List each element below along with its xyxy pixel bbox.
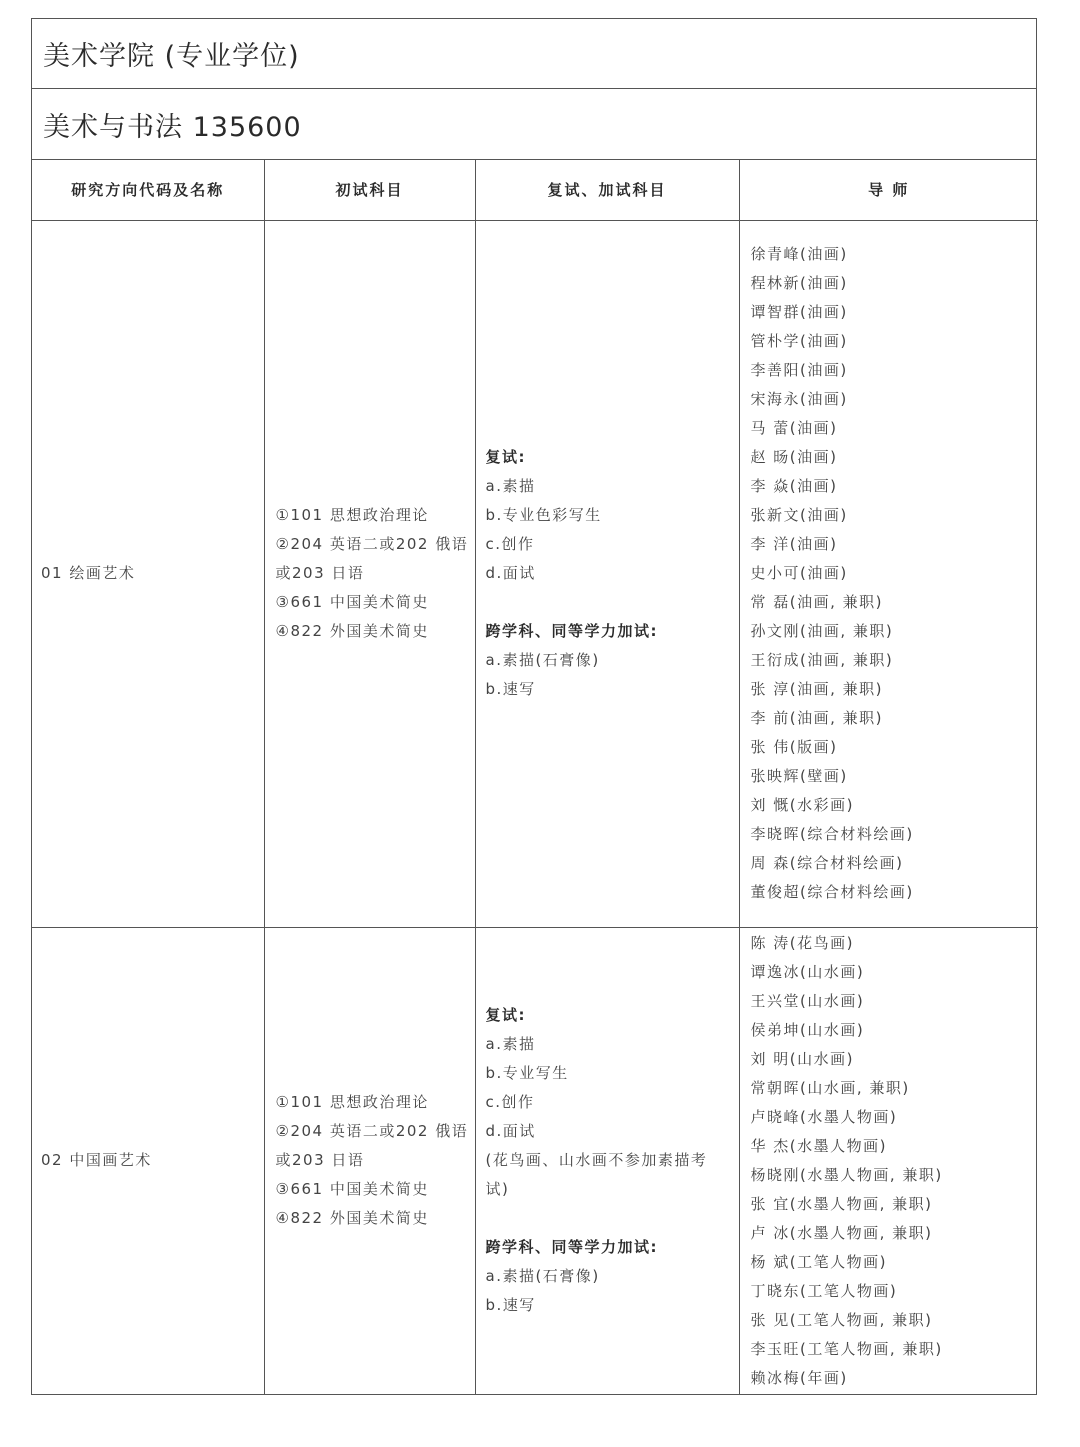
admission-table xyxy=(31,18,1037,1395)
table-row xyxy=(32,220,1038,927)
advisor-item: 张 淳(油画, 兼职) xyxy=(750,680,884,698)
advisor-item: 李 焱(油画) xyxy=(750,477,838,495)
header-retest: 复试、加试科目 xyxy=(475,160,739,220)
advisor-item: 丁晓东(工笔人物画) xyxy=(750,1281,898,1300)
advisor-item: 史小可(油画) xyxy=(750,564,848,582)
extra-exam-title: 跨学科、同等学力加试: xyxy=(485,622,658,640)
retest-cell xyxy=(475,220,739,927)
advisor-item: 张新文(油画) xyxy=(750,506,848,524)
exam-item: ②204 英语二或202 俄语 xyxy=(275,535,469,553)
advisor-item: 杨 斌(工笔人物画) xyxy=(750,1252,887,1271)
exam-item: ①101 思想政治理论 xyxy=(275,506,429,524)
extra-exam-title: 跨学科、同等学力加试: xyxy=(485,1238,658,1257)
exam-item: 或203 日语 xyxy=(275,564,365,582)
initial-exam-cell xyxy=(264,220,475,927)
advisor-item: 管朴学(油画) xyxy=(750,332,848,350)
advisor-item: 刘 明(山水画) xyxy=(750,1049,854,1068)
advisors-cell xyxy=(739,220,1038,927)
header-initial-exam: 初试科目 xyxy=(264,160,475,220)
exam-item: ④822 外国美术简史 xyxy=(275,1209,429,1228)
advisor-item: 华 杰(水墨人物画) xyxy=(750,1136,887,1155)
exam-item: ④822 外国美术简史 xyxy=(275,622,429,640)
extra-exam-item: b.速写 xyxy=(485,1296,536,1315)
exam-item: ②204 英语二或202 俄语 xyxy=(275,1122,469,1141)
retest-note: (花鸟画、山水画不参加素描考试) xyxy=(485,1151,708,1199)
table-row xyxy=(32,927,1038,1394)
major-title: 美术与书法 135600 xyxy=(32,89,1036,160)
retest-item: b.专业写生 xyxy=(485,1064,569,1083)
advisor-item: 张 见(工笔人物画, 兼职) xyxy=(750,1310,933,1329)
advisor-item: 常朝晖(山水画, 兼职) xyxy=(750,1078,910,1097)
advisor-item: 王兴堂(山水画) xyxy=(750,991,865,1010)
advisor-item: 李晓晖(综合材料绘画) xyxy=(750,825,914,843)
advisor-item: 卢 冰(水墨人物画, 兼职) xyxy=(750,1223,933,1242)
direction-name: 01 绘画艺术 xyxy=(41,564,136,582)
direction-cell xyxy=(32,927,264,1394)
subject-table xyxy=(32,160,1038,1394)
retest-item: d.面试 xyxy=(485,564,536,582)
advisor-item: 卢晓峰(水墨人物画) xyxy=(750,1107,898,1126)
retest-title: 复试: xyxy=(485,1006,526,1025)
exam-item: ③661 中国美术简史 xyxy=(275,593,429,611)
advisor-item: 周 森(综合材料绘画) xyxy=(750,854,904,872)
advisor-item: 张 伟(版画) xyxy=(750,738,838,756)
retest-item: d.面试 xyxy=(485,1122,536,1141)
advisor-item: 杨晓刚(水墨人物画, 兼职) xyxy=(750,1165,943,1184)
exam-item: ③661 中国美术简史 xyxy=(275,1180,429,1199)
college-title: 美术学院 (专业学位) xyxy=(32,19,1036,89)
advisor-item: 陈 涛(花鸟画) xyxy=(750,933,854,952)
retest-item: a.素描 xyxy=(485,1035,536,1054)
extra-exam-item: b.速写 xyxy=(485,680,536,698)
exam-item: ①101 思想政治理论 xyxy=(275,1093,429,1112)
advisor-item: 李 洋(油画) xyxy=(750,535,838,553)
retest-item: a.素描 xyxy=(485,477,536,495)
retest-item: c.创作 xyxy=(485,535,535,553)
advisor-item: 张映辉(壁画) xyxy=(750,767,848,785)
advisor-item: 赖冰梅(年画) xyxy=(750,1368,848,1387)
advisor-item: 李玉旺(工笔人物画, 兼职) xyxy=(750,1339,943,1358)
advisor-item: 马 蕾(油画) xyxy=(750,419,838,437)
advisor-item: 李善阳(油画) xyxy=(750,361,848,379)
advisor-item: 张 宜(水墨人物画, 兼职) xyxy=(750,1194,933,1213)
direction-cell xyxy=(32,220,264,927)
table-header-row xyxy=(32,160,1038,220)
advisor-item: 常 磊(油画, 兼职) xyxy=(750,593,884,611)
extra-exam-item: a.素描(石膏像) xyxy=(485,1267,600,1286)
advisor-item: 侯弟坤(山水画) xyxy=(750,1020,865,1039)
advisor-item: 徐青峰(油画) xyxy=(750,245,848,263)
retest-title: 复试: xyxy=(485,448,526,466)
exam-item: 或203 日语 xyxy=(275,1151,365,1170)
advisor-item: 程林新(油画) xyxy=(750,274,848,292)
retest-cell xyxy=(475,927,739,1394)
header-direction: 研究方向代码及名称 xyxy=(32,160,264,220)
direction-name: 02 中国画艺术 xyxy=(41,1151,152,1170)
retest-item: c.创作 xyxy=(485,1093,535,1112)
advisor-item: 董俊超(综合材料绘画) xyxy=(750,883,914,901)
advisor-item: 谭智群(油画) xyxy=(750,303,848,321)
advisors-cell xyxy=(739,927,1038,1394)
advisor-item: 孙文刚(油画, 兼职) xyxy=(750,622,894,640)
advisor-item: 刘 慨(水彩画) xyxy=(750,796,854,814)
initial-exam-cell xyxy=(264,927,475,1394)
advisor-item: 赵 旸(油画) xyxy=(750,448,838,466)
advisor-item: 宋海永(油画) xyxy=(750,390,848,408)
advisor-item: 谭逸冰(山水画) xyxy=(750,962,865,981)
retest-item: b.专业色彩写生 xyxy=(485,506,602,524)
advisor-item: 李 前(油画, 兼职) xyxy=(750,709,884,727)
header-advisors: 导 师 xyxy=(739,160,1038,220)
advisor-item: 王衍成(油画, 兼职) xyxy=(750,651,894,669)
extra-exam-item: a.素描(石膏像) xyxy=(485,651,600,669)
